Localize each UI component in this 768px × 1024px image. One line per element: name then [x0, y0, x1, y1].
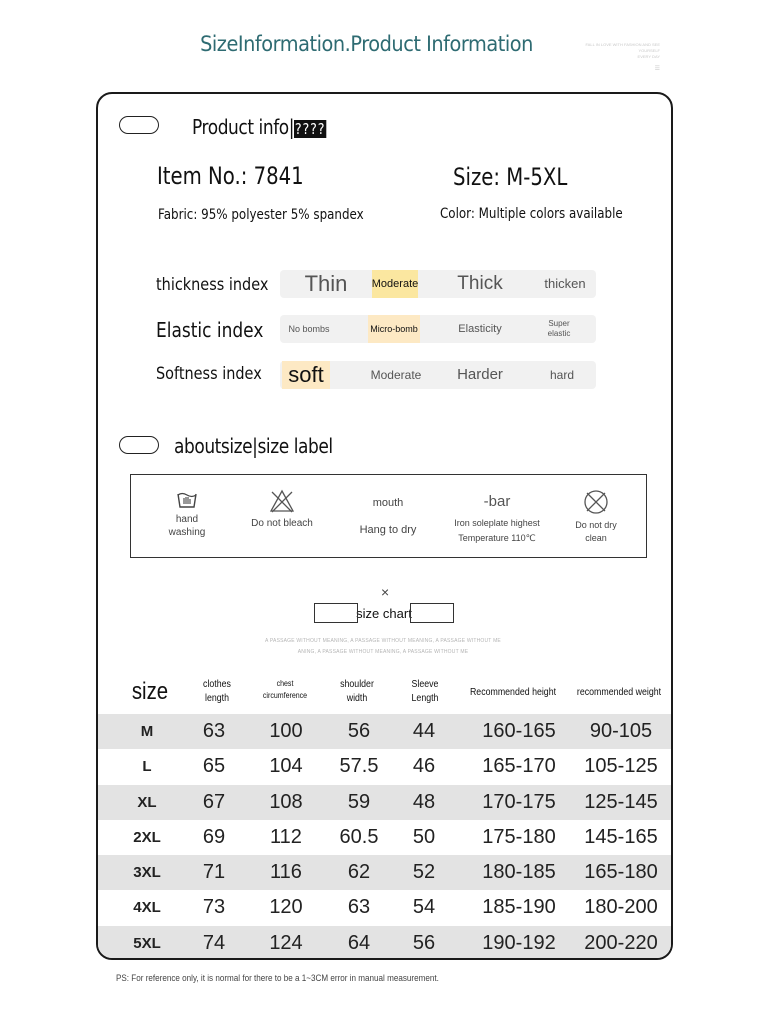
care-top-mouth: mouth — [372, 497, 404, 509]
corner-note-line-2: EVERY DAY — [637, 54, 660, 59]
softness-index-label: Softness index — [156, 364, 262, 384]
header-rec-height: Recommended height — [469, 687, 557, 698]
cell-shoulder: 59 — [347, 790, 371, 813]
size-chart-text: size chart — [356, 605, 412, 621]
elastic-option-super-elastic: Super elastic — [547, 319, 571, 338]
cell-size: 3XL — [133, 864, 161, 882]
cell-rec-height: 170-175 — [482, 790, 556, 813]
size-chart-frame-left — [314, 603, 358, 623]
cell-rec-weight: 165-180 — [584, 861, 658, 884]
care-label-hang-dry: Hang to dry — [359, 524, 417, 536]
header-chest: chest circumference — [262, 679, 308, 700]
cell-rec-height: 180-185 — [482, 861, 556, 884]
close-icon: × — [381, 584, 390, 600]
cell-chest: 116 — [270, 861, 302, 884]
cell-sleeve: 46 — [412, 755, 436, 778]
no-bleach-icon — [269, 489, 295, 513]
cell-rec-height: 190-192 — [482, 931, 556, 954]
softness-option-harder: Harder — [457, 366, 503, 383]
cell-size: XL — [137, 793, 157, 811]
size-table-body — [98, 714, 673, 960]
cell-size: M — [140, 723, 154, 740]
cell-rec-weight: 125-145 — [584, 790, 658, 813]
care-label-hand-wash: hand washing — [168, 514, 206, 538]
table-row — [98, 890, 673, 925]
hand-wash-icon — [176, 489, 198, 509]
cell-size: 5XL — [133, 934, 161, 952]
no-dry-clean-icon — [583, 489, 609, 515]
care-no-bleach — [249, 489, 315, 530]
fineprint-line-2: ANING, A PASSAGE WITHOUT MEANING, A PASSAGE WITHOUT ME — [297, 649, 469, 655]
garbled-text: ???? — [294, 119, 326, 138]
care-label-no-dry-clean: Do not dry clean — [575, 520, 617, 543]
corner-note-line-1: FALL IN LOVE WITH FASHION AND SEE YOURSELF — [585, 42, 660, 53]
cell-sleeve: 48 — [412, 790, 436, 813]
cell-rec-weight: 105-125 — [584, 755, 658, 778]
size-table — [98, 674, 673, 960]
product-card — [96, 92, 673, 960]
thickness-option-thin: Thin — [304, 271, 348, 296]
softness-option-soft: soft — [282, 361, 330, 389]
cell-shoulder: 62 — [347, 861, 371, 884]
cell-clothes-length: 71 — [202, 861, 226, 884]
menu-icon: ☰ — [654, 66, 660, 72]
color-info: Color: Multiple colors available — [440, 206, 623, 222]
elastic-option-elasticity: Elasticity — [458, 323, 502, 335]
elastic-option-no-bombs: No bombs — [288, 324, 330, 334]
table-row — [98, 926, 673, 960]
cell-chest: 124 — [269, 931, 303, 954]
cell-size: 4XL — [133, 899, 161, 917]
header-clothes-length: clothes length — [203, 679, 231, 704]
cell-rec-weight: 145-165 — [584, 825, 658, 848]
size-range: Size: M-5XL — [453, 163, 568, 191]
footnote: PS: For reference only, it is normal for there to be a 1~3CM error in manual measurement. — [116, 973, 439, 983]
care-label-iron: Iron soleplate highest Temperature 110℃ — [454, 518, 540, 543]
cell-rec-height: 160-165 — [482, 720, 556, 742]
fineprint-line-1: A PASSAGE WITHOUT MEANING, A PASSAGE WITHOUT MEANING, A PASSAGE WITHOUT ME — [265, 638, 501, 644]
table-row — [98, 855, 673, 890]
product-info-heading-text: Product info| — [192, 115, 295, 139]
thickness-index-bar — [280, 270, 596, 298]
softness-option-moderate: Moderate — [370, 368, 422, 382]
cell-sleeve: 54 — [412, 896, 436, 919]
care-iron — [451, 495, 543, 546]
about-size-heading: aboutsize|size label — [174, 434, 333, 458]
size-table-header — [98, 674, 673, 714]
table-row — [98, 820, 673, 855]
cell-rec-weight: 200-220 — [584, 931, 658, 954]
section-pill-icon — [119, 436, 159, 454]
cell-size: L — [142, 758, 152, 776]
header-sleeve: Sleeve Length — [411, 679, 439, 704]
cell-clothes-length: 74 — [202, 931, 226, 954]
thickness-index-label: thickness index — [156, 275, 269, 295]
cell-clothes-length: 65 — [202, 755, 226, 778]
cell-clothes-length: 69 — [202, 825, 226, 848]
cell-chest: 120 — [269, 896, 303, 919]
cell-chest: 104 — [269, 755, 303, 778]
cell-clothes-length: 73 — [202, 896, 226, 919]
cell-rec-height: 175-180 — [482, 825, 556, 848]
care-hang-dry — [353, 497, 423, 537]
cell-sleeve: 52 — [412, 861, 436, 884]
cell-rec-weight: 90-105 — [589, 720, 653, 742]
elastic-option-micro-bomb: Micro-bomb — [368, 315, 420, 343]
softness-index-bar — [280, 361, 596, 389]
care-label-box — [130, 474, 647, 558]
cell-rec-height: 165-170 — [482, 755, 556, 778]
cell-rec-weight: 180-200 — [584, 896, 658, 919]
cell-shoulder: 57.5 — [339, 755, 379, 778]
size-chart-frame-right — [410, 603, 454, 623]
cell-clothes-length: 63 — [202, 720, 226, 742]
table-row — [98, 785, 673, 820]
cell-chest: 108 — [269, 790, 303, 813]
cell-clothes-length: 67 — [202, 790, 226, 813]
cell-sleeve: 44 — [412, 720, 436, 742]
header-rec-weight: recommended weight — [576, 687, 662, 698]
fabric-info: Fabric: 95% polyester 5% spandex — [158, 207, 364, 223]
table-row — [98, 749, 673, 784]
care-hand-wash — [161, 489, 213, 539]
header-shoulder: shoulder width — [340, 679, 374, 704]
elastic-index-label: Elastic index — [156, 318, 264, 342]
cell-shoulder: 63 — [347, 896, 371, 919]
care-no-dry-clean — [565, 489, 627, 545]
care-top-bar: -bar — [483, 493, 511, 510]
cell-chest: 112 — [270, 825, 302, 848]
cell-shoulder: 56 — [347, 720, 371, 742]
item-number: Item No.: 7841 — [157, 162, 304, 190]
thickness-option-thick: Thick — [457, 273, 503, 294]
size-chart-label — [314, 603, 454, 623]
cell-size: 2XL — [133, 828, 161, 846]
cell-shoulder: 64 — [347, 931, 371, 954]
elastic-index-bar — [280, 315, 596, 343]
care-label-no-bleach: Do not bleach — [251, 518, 313, 529]
cell-rec-height: 185-190 — [482, 896, 556, 919]
section-pill-icon — [119, 116, 159, 134]
thickness-option-thicken: thicken — [544, 276, 586, 291]
softness-option-hard: hard — [549, 368, 575, 382]
corner-note — [570, 42, 660, 72]
page-title: SizeInformation.Product Information — [200, 32, 533, 56]
product-info-heading — [192, 115, 326, 139]
cell-sleeve: 50 — [412, 825, 436, 848]
cell-sleeve: 56 — [412, 931, 436, 954]
thickness-option-moderate: Moderate — [372, 270, 418, 298]
cell-shoulder: 60.5 — [339, 825, 379, 848]
table-row — [98, 714, 673, 749]
cell-chest: 100 — [269, 720, 303, 742]
header-size: size — [131, 678, 169, 705]
